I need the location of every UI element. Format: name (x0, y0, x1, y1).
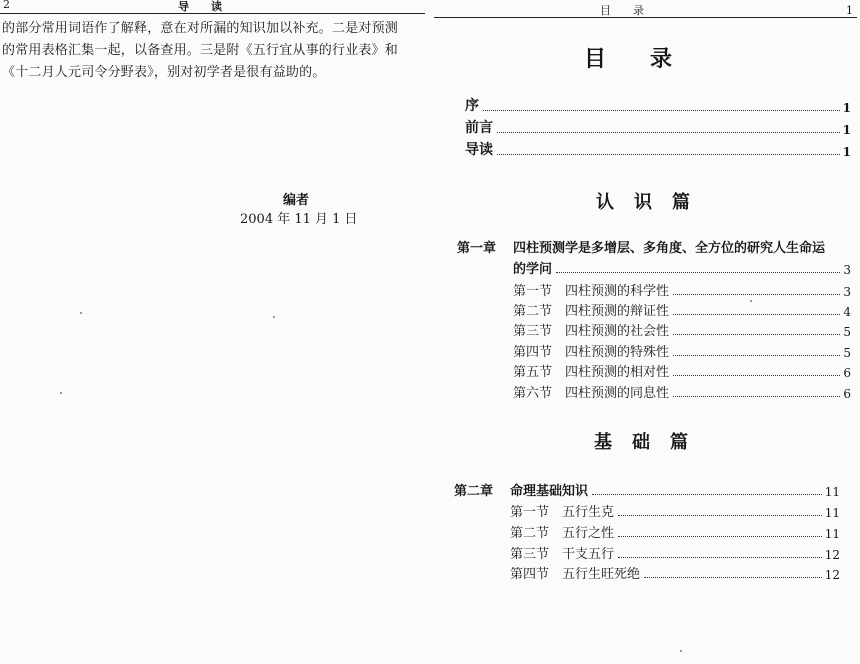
toc-section-entry[interactable] (513, 382, 851, 401)
toc-page: 11 (824, 485, 840, 499)
toc-label: 导读 (465, 142, 493, 158)
toc-label: 第一节 四柱预测的科学性 (513, 284, 670, 299)
toc-page: 5 (843, 325, 851, 339)
toc-label: 前言 (465, 120, 493, 136)
toc-label: 的学问 (513, 262, 553, 277)
leader-dots (618, 536, 822, 537)
toc-section-entry[interactable] (513, 341, 851, 360)
leader-dots (556, 272, 840, 273)
toc-label: 第二节 四柱预测的辩证性 (513, 304, 670, 319)
toc-page: 4 (843, 305, 851, 319)
paragraph-line: 《十二月人元司令分野表》，别对初学者是很有益助的。 (2, 65, 326, 80)
signature: 编者 (283, 193, 310, 208)
toc-label: 命理基础知识 (510, 484, 589, 499)
toc-page: 11 (824, 506, 840, 520)
leader-dots (497, 154, 840, 155)
scan-speck (60, 392, 62, 394)
toc-entry[interactable] (465, 139, 851, 159)
leader-dots (644, 577, 822, 578)
toc-label: 第六节 四柱预测的同息性 (513, 386, 670, 401)
leader-dots (673, 334, 840, 335)
toc-section-entry[interactable] (513, 361, 851, 380)
toc-page: 1 (842, 145, 851, 159)
toc-label: 第三节 四柱预测的社会性 (513, 324, 670, 339)
toc-page: 12 (824, 568, 840, 582)
chapter-number: 第一章 (457, 241, 497, 256)
running-head: 目 录 (600, 4, 644, 17)
toc-label: 序 (465, 98, 479, 114)
leader-dots (483, 110, 840, 111)
part-title: 认 识 篇 (596, 192, 691, 213)
toc-label: 第四节 五行生旺死绝 (510, 567, 641, 582)
toc-section-entry[interactable] (510, 563, 840, 582)
toc-page: 1 (842, 101, 851, 115)
toc-page: 6 (843, 387, 851, 401)
toc-title: 目 录 (584, 46, 673, 72)
toc-page: 1 (842, 123, 851, 137)
chapter-title[interactable]: 四柱预测学是多增层、多角度、全方位的研究人生命运 (513, 241, 826, 256)
toc-section-entry[interactable] (513, 320, 851, 339)
body-paragraph (2, 18, 398, 84)
scan-speck (273, 316, 275, 318)
page-number: 1 (846, 4, 853, 17)
paragraph-line: 的常用表格汇集一起，以备查用。三是附《五行宜从事的行业表》和 (2, 43, 399, 58)
toc-page: 6 (843, 366, 851, 380)
toc-label: 第四节 四柱预测的特殊性 (513, 345, 670, 360)
toc-entry[interactable] (513, 258, 851, 277)
toc-label: 第三节 干支五行 (510, 547, 615, 562)
leader-dots (673, 294, 840, 295)
toc-section-entry[interactable] (510, 522, 840, 541)
toc-label: 第五节 四柱预测的相对性 (513, 365, 670, 380)
header-rule (434, 17, 857, 18)
date: 2004 年 11 月 1 日 (240, 212, 358, 227)
toc-label: 第一节 五行生克 (510, 505, 615, 520)
left-page (0, 0, 425, 664)
toc-section-entry[interactable] (513, 300, 851, 319)
toc-section-entry[interactable] (510, 501, 840, 520)
leader-dots (618, 515, 822, 516)
part-title: 基 础 篇 (594, 432, 689, 453)
toc-section-entry[interactable] (513, 280, 851, 299)
leader-dots (673, 355, 840, 356)
toc-entry[interactable] (465, 117, 851, 137)
right-page (430, 0, 860, 664)
leader-dots (673, 314, 840, 315)
scan-speck (750, 300, 752, 302)
toc-entry[interactable] (510, 480, 840, 499)
leader-dots (618, 557, 822, 558)
page-number: 2 (3, 0, 10, 11)
toc-label: 第二节 五行之性 (510, 526, 615, 541)
toc-page: 12 (824, 548, 840, 562)
scan-speck (80, 312, 82, 314)
scan-speck (680, 650, 682, 652)
toc-section-entry[interactable] (510, 543, 840, 562)
chapter-number: 第二章 (454, 484, 494, 499)
toc-page: 3 (843, 285, 851, 299)
toc-page: 3 (843, 263, 851, 277)
header-rule (0, 13, 425, 14)
toc-entry[interactable] (465, 95, 851, 115)
leader-dots (592, 494, 822, 495)
running-head: 导 读 (178, 0, 222, 13)
toc-page: 11 (824, 527, 840, 541)
leader-dots (673, 375, 840, 376)
leader-dots (673, 396, 840, 397)
paragraph-line: 的部分常用词语作了解释，意在对所漏的知识加以补充。二是对预测 (2, 21, 399, 36)
toc-page: 5 (843, 346, 851, 360)
leader-dots (497, 132, 840, 133)
